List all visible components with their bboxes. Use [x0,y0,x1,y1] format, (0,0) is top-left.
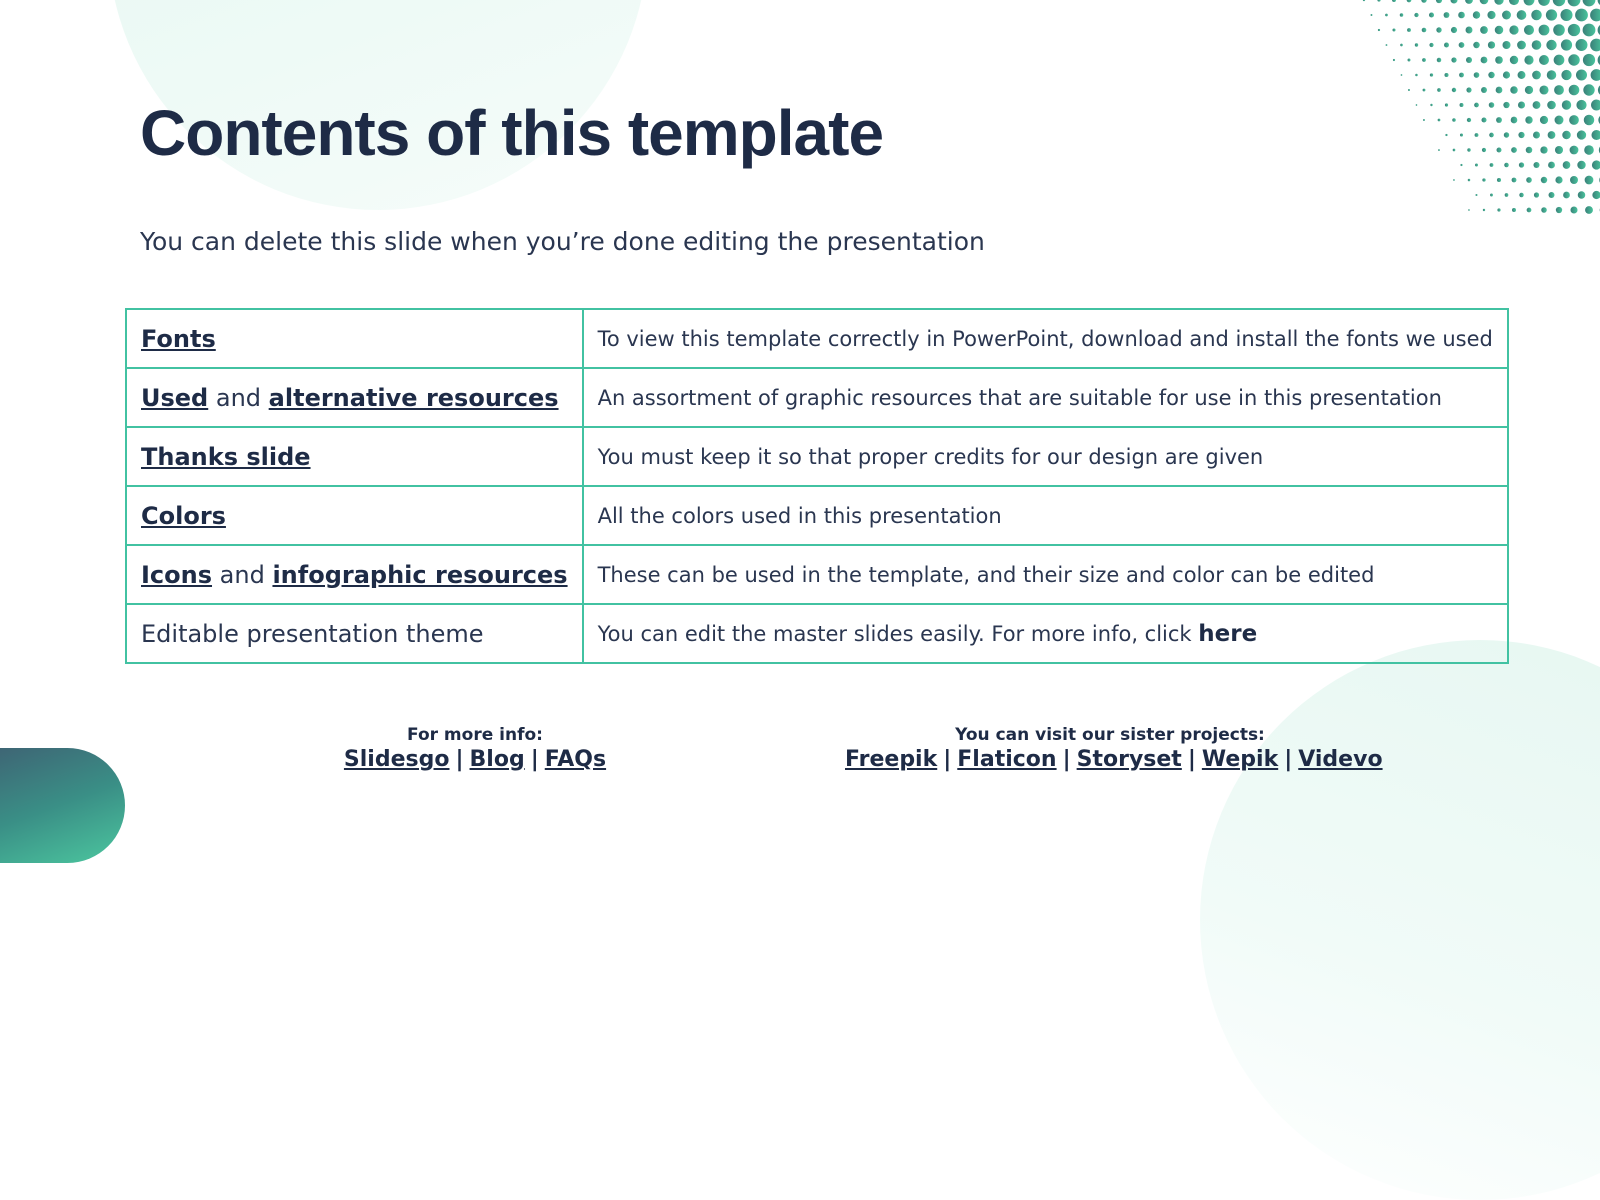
halftone-dot [1584,115,1595,126]
halftone-dot [1575,9,1588,22]
halftone-dot [1429,12,1434,17]
row-description: These can be used in the template, and their size and color can be edited [583,545,1508,604]
halftone-dot [1451,57,1456,62]
halftone-dot [1468,209,1470,211]
halftone-dot [1378,29,1380,31]
row-description-cell [583,604,1508,663]
halftone-dot [1524,55,1533,64]
halftone-dot [1481,117,1486,122]
halftone-dot [1422,58,1426,62]
row-description: An assortment of graphic resources that are suitable for use in this presentation [583,368,1508,427]
slidesgo-link[interactable]: Slidesgo [344,747,450,772]
halftone-dot [1504,163,1509,168]
halftone-dot [1459,42,1465,48]
row-title-cell [126,427,583,486]
halftone-dot [1429,43,1433,47]
halftone-dot [1363,0,1365,1]
halftone-dot [1517,10,1527,20]
footer-sister-projects-links [845,747,1375,772]
halftone-dot [1592,160,1600,169]
halftone-dot [1539,55,1549,65]
halftone-dot [1437,58,1442,63]
halftone-dot [1531,10,1541,20]
halftone-dot [1475,194,1477,196]
halftone-dot [1475,164,1478,167]
halftone-dot [1533,132,1540,139]
halftone-dot [1568,0,1581,6]
halftone-dot [1452,118,1456,122]
table-row [126,604,1508,663]
halftone-dot [1561,70,1571,80]
halftone-dot [1562,100,1571,109]
halftone-dot [1591,100,1600,111]
halftone-dot [1570,176,1578,184]
halftone-dot [1512,178,1517,183]
halftone-dot [1489,102,1495,108]
halftone-dot [1591,130,1600,140]
wepik-link[interactable]: Wepik [1202,747,1278,772]
halftone-dot [1540,116,1548,124]
halftone-dot [1562,131,1571,140]
halftone-dot [1459,73,1464,78]
alternative-resources-link[interactable]: alternative resources [269,384,559,412]
halftone-dot [1568,54,1579,65]
halftone-dot [1438,119,1441,122]
halftone-dot [1495,26,1503,34]
halftone-dot [1483,209,1485,211]
halftone-dot [1534,192,1539,197]
halftone-dot [1408,59,1411,62]
flaticon-link[interactable]: Flaticon [957,747,1056,772]
halftone-dot [1481,57,1488,64]
halftone-dot [1548,131,1556,139]
halftone-dot [1503,102,1509,108]
halftone-dot [1519,162,1524,167]
separator: | [1063,747,1071,772]
halftone-dot [1525,86,1533,94]
halftone-dot [1393,59,1395,61]
halftone-dot [1467,148,1470,151]
halftone-dot [1488,41,1495,48]
table-row [126,368,1508,427]
freepik-link[interactable]: Freepik [845,747,937,772]
halftone-dot [1570,206,1577,213]
halftone-dot [1451,27,1457,33]
table-row [126,427,1508,486]
halftone-dot [1541,177,1547,183]
separator: | [1188,747,1196,772]
halftone-dot [1400,44,1403,47]
halftone-dot [1453,179,1455,181]
halftone-dot [1474,103,1479,108]
decorative-circle-bottom-right [1200,640,1600,1200]
halftone-dot [1392,28,1395,31]
halftone-dot [1524,0,1535,5]
halftone-dot [1444,43,1449,48]
halftone-dot [1450,0,1457,4]
halftone-dot [1414,13,1418,17]
halftone-dot [1400,13,1404,17]
halftone-dot [1466,57,1472,63]
page-title: Contents of this template [140,96,883,170]
row-title-cell [126,545,583,604]
halftone-dot [1512,208,1516,212]
halftone-dot [1480,0,1489,4]
halftone-dot [1577,130,1586,139]
halftone-dot [1539,85,1548,94]
table-row [126,486,1508,545]
halftone-dot [1526,177,1532,183]
halftone-dot [1583,84,1594,95]
halftone-dot [1583,54,1595,66]
halftone-dot [1460,103,1464,107]
connector-text: and [220,561,265,589]
used-resources-link[interactable]: Used [141,384,208,412]
halftone-dot [1511,147,1517,153]
halftone-dot [1553,24,1565,36]
halftone-dot [1576,39,1588,51]
row-description: You must keep it so that proper credits for our design are given [583,427,1508,486]
halftone-dot [1525,116,1532,123]
halftone-dot [1466,87,1471,92]
halftone-dot [1494,0,1503,5]
halftone-dot [1578,191,1586,199]
halftone-dot [1452,88,1456,92]
halftone-dot [1577,161,1585,169]
row-title-cell [126,309,583,368]
halftone-dot [1385,14,1388,17]
halftone-dot [1502,41,1510,49]
footer-more-info-label: For more info: [340,725,610,745]
halftone-dot [1490,163,1494,167]
halftone-dot [1546,9,1557,20]
halftone-dot [1524,25,1534,35]
halftone-dot [1569,115,1579,125]
halftone-dot [1553,0,1565,6]
halftone-dot [1392,0,1396,2]
halftone-dot [1518,101,1525,108]
halftone-dot [1438,149,1440,151]
halftone-dot [1480,26,1488,34]
halftone-dot [1569,85,1580,96]
videvo-link[interactable]: Videvo [1298,747,1382,772]
halftone-dot [1496,87,1503,94]
halftone-dot [1423,89,1426,92]
halftone-dot [1453,149,1456,152]
halftone-dot [1465,0,1473,4]
halftone-dot [1590,9,1600,22]
halftone-dot [1408,89,1410,91]
halftone-dot [1436,27,1441,32]
halftone-dot [1563,161,1571,169]
halftone-dot [1474,72,1480,78]
halftone-dot [1490,194,1493,197]
halftone-dot [1377,0,1380,2]
halftone-dot [1555,176,1562,183]
halftone-dot [1445,134,1447,136]
halftone-dot [1423,119,1425,121]
halftone-dot [1548,162,1555,169]
halftone-dot [1511,117,1518,124]
halftone-dot [1583,0,1596,6]
halftone-dot [1585,206,1593,214]
halftone-dot [1504,132,1509,137]
halftone-dot [1533,162,1539,168]
row-description: All the colors used in this presentation [583,486,1508,545]
halftone-dot [1505,193,1509,197]
thanks-slide-link[interactable]: Thanks slide [141,443,311,471]
halftone-dot [1444,12,1450,18]
halftone-dot [1415,74,1418,77]
halftone-dot [1585,176,1594,185]
halftone-dot [1555,146,1563,154]
halftone-dot [1488,72,1494,78]
halftone-dot [1519,193,1523,197]
halftone-dot [1570,146,1579,155]
halftone-dot [1510,86,1518,94]
halftone-dot [1509,25,1518,34]
halftone-dot [1407,28,1411,32]
storyset-link[interactable]: Storyset [1077,747,1182,772]
halftone-dot [1560,9,1572,21]
footer-more-info [340,725,610,772]
halftone-dot [1445,103,1448,106]
halftone-dot [1576,100,1586,110]
separator: | [1284,747,1292,772]
halftone-dot [1549,192,1555,198]
halftone-dot [1503,71,1510,78]
row-description: You can edit the master slides easily. For more info, click [598,622,1192,646]
halftone-dot [1460,164,1462,166]
halftone-dot [1540,146,1547,153]
footer-sister-projects [845,725,1375,772]
blog-link[interactable]: Blog [470,747,525,772]
halftone-dot [1473,42,1480,49]
halftone-dot [1487,11,1495,19]
halftone-dot [1532,40,1542,50]
halftone-dots-pattern [1360,0,1600,219]
table-row [126,545,1508,604]
halftone-dot [1460,133,1463,136]
halftone-dot [1591,69,1600,81]
halftone-dot [1518,71,1526,79]
row-title-label: Editable presentation theme [126,604,583,663]
decorative-gradient-pill [0,748,125,863]
halftone-dot [1510,56,1518,64]
halftone-dot [1436,0,1442,3]
halftone-dot [1590,39,1600,52]
row-title-cell [126,368,583,427]
halftone-dot [1495,56,1503,64]
halftone-dot [1539,25,1550,36]
halftone-dot [1532,71,1541,80]
halftone-dot [1568,24,1580,36]
halftone-dot [1481,87,1487,93]
halftone-dot [1473,11,1480,18]
halftone-dot [1444,73,1448,77]
halftone-dot [1430,104,1432,106]
halftone-dot [1526,147,1533,154]
halftone-dot [1466,27,1473,34]
footer-more-info-links [340,747,610,772]
halftone-dot [1497,148,1502,153]
halftone-dot [1584,145,1594,155]
halftone-dot [1527,208,1532,213]
halftone-dot [1563,192,1570,199]
halftone-dot [1554,55,1565,66]
halftone-dot [1489,133,1494,138]
halftone-dot [1416,104,1418,106]
halftone-dot [1497,208,1500,211]
halftone-dot [1502,11,1511,20]
page-subtitle: You can delete this slide when you’re done editing the presentation [140,227,985,256]
halftone-dot [1509,0,1519,5]
here-link[interactable]: here [1198,621,1257,647]
halftone-dot [1468,179,1471,182]
table-row [126,309,1508,368]
connector-text: and [216,384,261,412]
halftone-dot [1407,0,1412,2]
separator: | [943,747,951,772]
halftone-dot [1541,207,1547,213]
halftone-dot [1467,118,1471,122]
halftone-dot [1556,207,1562,213]
separator: | [531,747,539,772]
halftone-dot [1533,101,1541,109]
halftone-dot [1518,132,1524,138]
halftone-dot [1561,39,1572,50]
halftone-dot [1371,14,1373,16]
infographic-resources-link[interactable]: infographic resources [272,561,567,589]
contents-table [125,308,1509,664]
halftone-dot [1437,88,1441,92]
halftone-dot [1592,191,1600,199]
halftone-dot [1415,43,1418,46]
halftone-dot [1482,178,1485,181]
halftone-dot [1496,117,1502,123]
halftone-dot [1538,0,1550,6]
separator: | [455,747,463,772]
fonts-link[interactable]: Fonts [141,325,216,353]
halftone-dot [1421,0,1427,3]
halftone-dot [1547,101,1556,110]
halftone-dot [1555,116,1564,125]
halftone-dot [1497,178,1501,182]
halftone-dot [1422,28,1427,33]
icons-link[interactable]: Icons [141,561,212,589]
halftone-dot [1458,12,1465,19]
halftone-dot [1475,133,1479,137]
halftone-dot [1583,24,1596,37]
colors-link[interactable]: Colors [141,502,226,530]
halftone-dot [1547,70,1557,80]
halftone-dot [1517,41,1526,50]
row-description: To view this template correctly in PowerPoint, download and install the fonts we used [583,309,1508,368]
row-title-cell [126,486,583,545]
halftone-dot [1430,73,1433,76]
halftone-dot [1546,40,1556,50]
footer-sister-projects-label: You can visit our sister projects: [845,725,1375,745]
halftone-dot [1554,85,1564,95]
halftone-dot [1482,148,1486,152]
halftone-dot [1386,44,1388,46]
faqs-link[interactable]: FAQs [545,747,606,772]
halftone-dot [1401,74,1403,76]
halftone-dot [1576,69,1587,80]
